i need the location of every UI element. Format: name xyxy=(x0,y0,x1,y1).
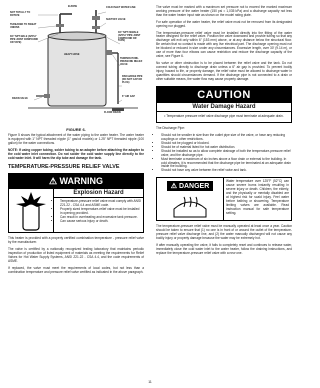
discharge-item: • Must terminate a maximum of six inches above a floor drain or external to the building. In cold climates, it is recommended that the discharge pipe be terminated at an adequate drain inside the building. xyxy=(161,158,292,170)
replacement-paragraph: If replaced, the valve must meet the requirements of local codes, but not less than a combination temperature and pressure relief valve certified as indicated in the above paragraph. xyxy=(8,265,144,274)
discharge-item: • Should not have any valve between the relief valve and tank. xyxy=(161,169,292,173)
warning-subtitle: Explosion Hazard xyxy=(54,189,143,198)
label-floor-drain: FLOOR DRAIN xyxy=(104,111,121,114)
caution-title: CAUTION xyxy=(157,87,291,103)
warning-list xyxy=(54,198,143,225)
testing-paragraph: The valve is certified by a nationally recognized testing laboratory that maintains periodic inspection of production of listed equipment of materials as meeting the requirements for Relief Valves for Hot Water Supply Systems, ANSI Z21.22 - CSA 4.4, and the code requirements of ASME. xyxy=(8,247,144,263)
explosion-icon xyxy=(9,189,53,232)
piping-figure xyxy=(8,6,144,124)
right-column xyxy=(156,6,292,259)
discharge-item: • Should not be plugged or blocked. xyxy=(161,142,292,146)
warning-box xyxy=(8,173,144,233)
warning-item: • Can cause serious injury or death. xyxy=(60,220,141,224)
warning-title-text: WARNING xyxy=(59,176,104,187)
label-drain-valve: DRAIN VALVE xyxy=(12,97,28,100)
reset-paragraph: If after manually operating the valve, it fails to completely reset and continues to release water, immediately close the cold water inlet to the water heater, follow the draining instructions, and replace the temperature-pressure relief valve with a new one. xyxy=(156,243,292,255)
danger-triangle-icon: ⚠ xyxy=(170,183,177,191)
certified-paragraph: This heater is provided with a properly certified combination temperature - pressure relief valve by the manufacturer. xyxy=(8,236,144,245)
label-air-gap: 6" AIR GAP xyxy=(122,95,135,98)
label-tp-valve: TEMPERATURE-PRESSURE RELIEF VALVE xyxy=(120,57,143,66)
label-threaded: THREADED TO SWEAT UNIONS xyxy=(10,23,37,29)
label-npt-male: 3/4" NPT MALE (APPLY PIPE JOINT COMPOUND OR TAPE) xyxy=(10,35,39,44)
warning-body xyxy=(9,189,143,232)
marking-paragraph: The valve must be marked with a maximum set pressure not to exceed the marked maximum working pressure of the water heater (150 psi = 1,035 kPa) and a discharge capacity not less than the water heater input rate as shown on the model rating plate. xyxy=(156,5,292,17)
tp-valve-heading: TEMPERATURE-PRESSURE RELIEF VALVE xyxy=(8,164,120,171)
intro-paragraph: Figure 5 shows the typical attachment of the water piping to the water heater. The water heater is equipped with 1" NPT threaded nipple (1" gas/oil models) or 1.25" NPT threaded nipple (100 gallon) for the water connections. xyxy=(8,133,144,145)
manual-operation-paragraph: The temperature-pressure relief valve must be manually operated at least once a year. Caution should be taken to ensure that (1) no one is in front of or around the outlet of the temperature-pressure relief valve discharge line, and (2) the water manually discharged will not cause any bodily injury or property damage because the water may be extremely hot. xyxy=(156,224,292,241)
label-shutoff-valve: SHUTOFF VALVE xyxy=(106,18,126,21)
copper-note: NOTE: If using copper tubing, solder tubing to an adapter before attaching the adapter to the cold water inlet connection. Do not solder the cold water supply line directly to the cold water inlet. It will harm the dip tube and damage the tank. xyxy=(8,147,144,160)
warning-text xyxy=(53,189,143,232)
caution-body: • Temperature pressure relief valve discharge pipe must terminate at adequate drain. xyxy=(164,114,284,119)
discharge-item: • Should be installed so as to allow complete drainage of both the temperature-pressure relief valve, and the discharge pipe. xyxy=(161,150,292,158)
danger-text xyxy=(224,178,291,220)
label-heavy-hose: HEAVY HOSE xyxy=(64,53,80,56)
label-npt-female: 3/4" NPT FEMALE (APPLY PIPE JOINT COMPOUND OR TAPE) xyxy=(118,31,141,43)
hot-water-icon xyxy=(170,193,210,219)
discharge-item: • Should not be smaller in size than the outlet pipe size of the valve, or have any reducing couplings or other restrictions. xyxy=(161,134,292,142)
discharge-heading: The Discharge Pipe: xyxy=(156,126,185,131)
discharge-list xyxy=(156,134,292,173)
warning-item: • Can result in overheating and excessive tank pressure. xyxy=(60,216,141,220)
danger-body: Water temperature over 125°F (52°C) can cause severe burns instantly resulting in severe injury or death. Children, the elderly, and the physically or mentally disabled are at highest risk for scald injury. Feel water before bathing or showering. Temperature limiting valves are available. Read instruction manual for safe temperature setting. xyxy=(226,179,289,215)
installation-paragraph: The temperature-pressure relief valve must be installed directly into the fitting of the water heater designed for the relief valve. Position the valve downward and provide tubing so that any discharge will exit only within 6" (153 mm) above, or at any distance below the structural floor. Be certain that no contact is made with any live electrical part. The discharge opening must not be blocked or reduced in size under any circumstances. Excessive length, over 30' (9.14 m), or use of more than four elbows can cause restriction and reduce the discharge capacity of the valve, see Figure 6. xyxy=(156,30,292,58)
safe-operation-paragraph: For safe operation of the water heater, the relief valve must not be removed from its designated opening nor plugged. xyxy=(156,19,292,28)
caution-subtitle: Water Damage Hazard xyxy=(157,103,291,112)
figure-title: FIGURE 6. xyxy=(66,127,86,132)
caution-box xyxy=(156,86,292,123)
warning-item: • Properly sized temperature-relief valve must be installed in opening provided. xyxy=(60,208,141,216)
label-cold-inlet: COLD INLET WATER LINE xyxy=(106,6,136,9)
danger-left xyxy=(157,178,224,220)
warning-title xyxy=(9,174,143,189)
discharge-item: • Should be of material listed for hot water distribution. xyxy=(161,146,292,150)
danger-title-text: DANGER xyxy=(178,183,210,191)
danger-title xyxy=(167,181,214,191)
warning-item: • Temperature-pressure relief valve must comply with ANSI Z21.22 - CSA 4.4 and ASME code. xyxy=(60,200,141,208)
label-elbow: ELBOW xyxy=(68,5,77,8)
warning-triangle-icon: ⚠ xyxy=(48,176,58,187)
label-not-rotate: NOT TOTALLY TO ROTATE xyxy=(10,11,31,17)
danger-box xyxy=(156,177,292,221)
left-column xyxy=(8,6,144,278)
obstruction-paragraph: No valve or other obstruction is to be placed between the relief valve and the tank. Do not connect tubing directly to discharge drain unless a 6" air gap is provided. To prevent bodily injury, hazard to life, or property damage, the relief valve must be allowed to discharge water in quantities should circumstances demand. If the discharge pipe is not connected to a drain or other suitable means, the water flow may cause property damage. xyxy=(156,60,292,81)
label-discharge-pipe: DISCHARGE PIPE (DO NOT CAP OR PLUG) xyxy=(122,75,143,84)
page-number: 11 xyxy=(148,380,152,384)
